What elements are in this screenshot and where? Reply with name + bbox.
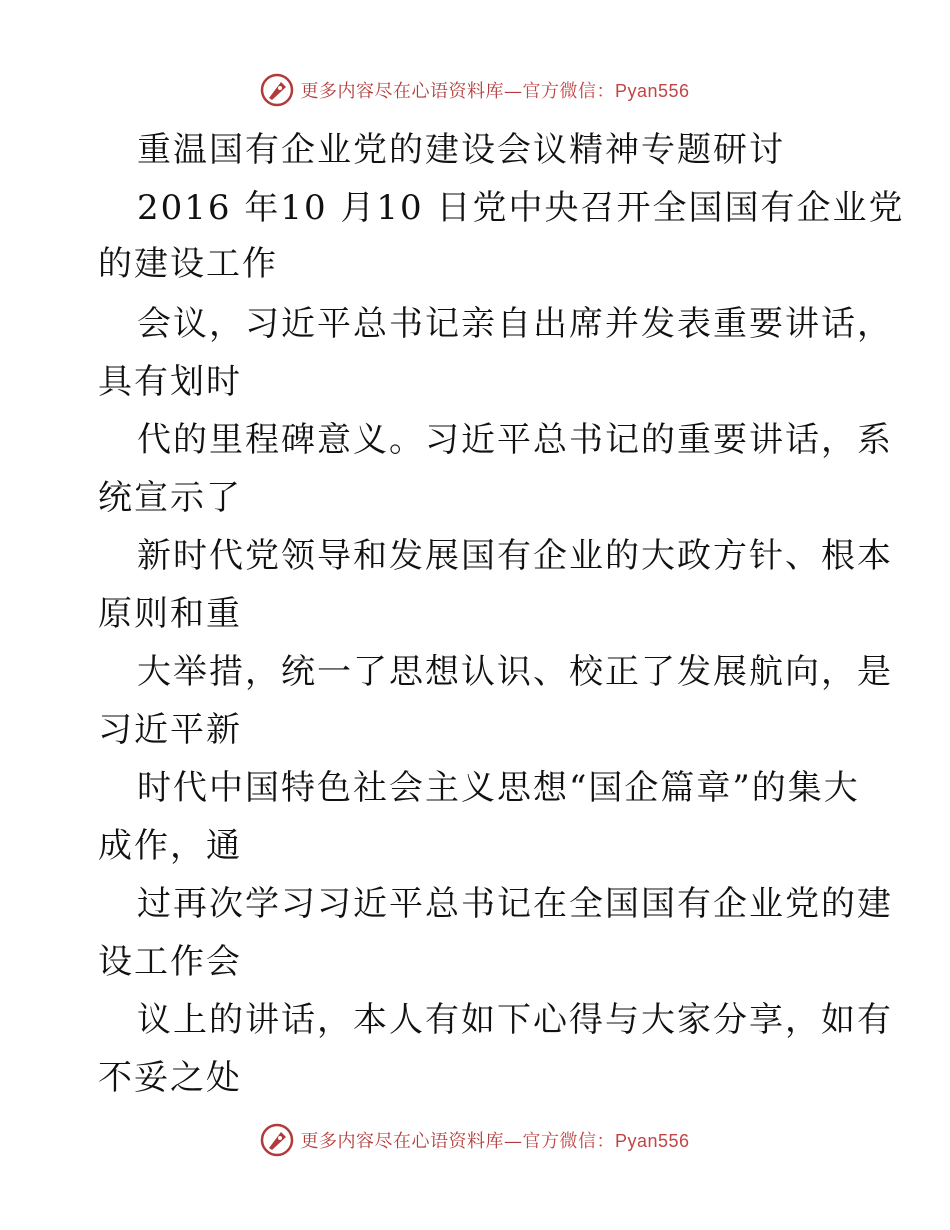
paragraph-line: 统宣示了: [98, 478, 242, 518]
document-title: 重温国有企业党的建设会议精神专题研讨: [137, 130, 785, 170]
paragraph-line: 会议，习近平总书记亲自出席并发表重要讲话，: [137, 304, 893, 344]
paragraph-line: 设工作会: [98, 942, 242, 982]
paragraph-line: 过再次学习习近平总书记在全国国有企业党的建: [137, 884, 893, 924]
pen-nib-logo-icon: [260, 73, 294, 107]
footer-watermark: [0, 1122, 950, 1158]
paragraph-line: 代的里程碑意义。习近平总书记的重要讲话，系: [137, 420, 893, 460]
paragraph-line: 的建设工作: [98, 244, 278, 284]
watermark-contact: 官方微信：Pyan556: [522, 81, 690, 101]
paragraph-line: 成作，通: [98, 826, 242, 866]
watermark-contact: 官方微信：Pyan556: [522, 1131, 690, 1151]
paragraph-line: 大举措，统一了思想认识、校正了发展航向，是: [137, 652, 893, 692]
header-watermark: [0, 72, 950, 108]
paragraph-line: 具有划时: [98, 362, 242, 402]
paragraph-line: 2016 年10 月10 日党中央召开全国国有企业党: [137, 188, 905, 228]
paragraph-line: 习近平新: [98, 710, 242, 750]
watermark-text: 更多内容尽在心语资料库—官方微信：Pyan556: [300, 81, 690, 102]
paragraph-line: 时代中国特色社会主义思想“国企篇章”的集大: [137, 768, 860, 808]
paragraph-line: 新时代党领导和发展国有企业的大政方针、根本: [137, 536, 893, 576]
paragraph-line: 原则和重: [98, 594, 242, 634]
paragraph-line: 议上的讲话，本人有如下心得与大家分享，如有: [137, 1000, 893, 1040]
paragraph-line: 不妥之处: [98, 1058, 242, 1098]
pen-nib-logo-icon: [260, 1123, 294, 1157]
watermark-text: 更多内容尽在心语资料库—官方微信：Pyan556: [300, 1131, 690, 1152]
